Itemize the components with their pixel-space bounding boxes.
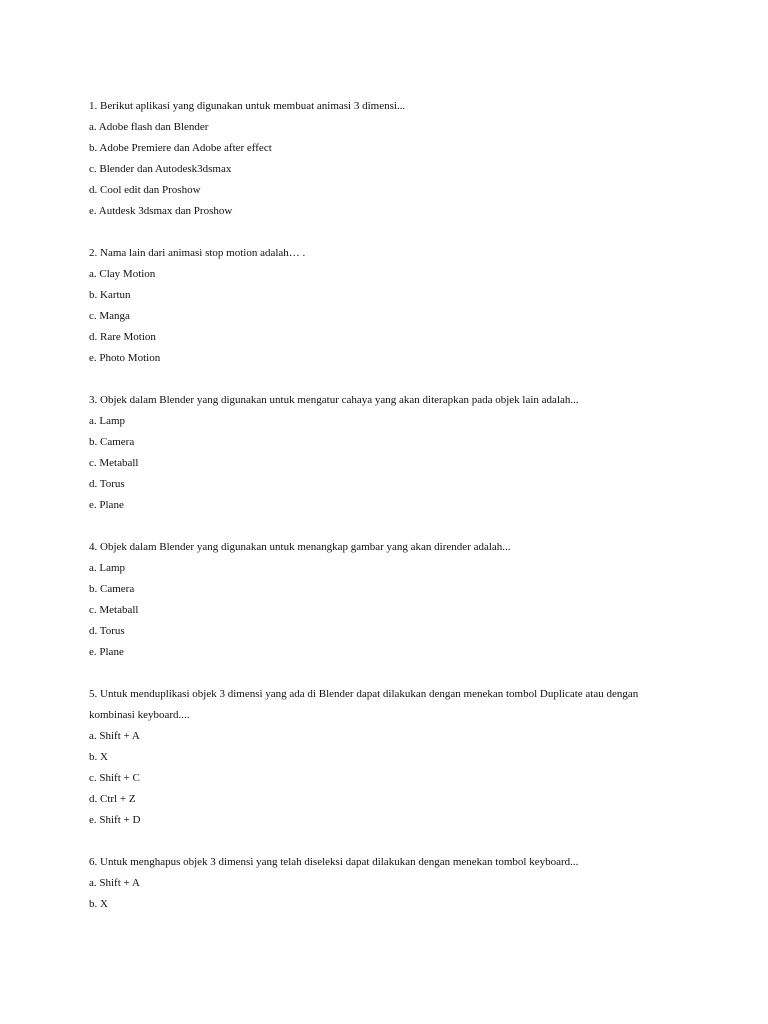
question-4 <box>89 537 709 663</box>
answer-option-c: c. Metaball <box>89 457 139 469</box>
answer-option-b: b. X <box>89 898 108 910</box>
answer-option-d: d. Cool edit dan Proshow <box>89 184 201 196</box>
answer-option-a: a. Lamp <box>89 415 126 427</box>
answer-option-c: c. Manga <box>89 310 130 322</box>
question-stem: 6. Untuk menghapus objek 3 dimensi yang telah diseleksi dapat dilakukan dengan menekan tombol keyboard... <box>89 856 579 868</box>
answer-option-e: e. Plane <box>89 499 124 511</box>
answer-option-e: e. Photo Motion <box>89 352 161 364</box>
question-3 <box>89 390 709 516</box>
answer-option-c: c. Shift + C <box>89 772 140 784</box>
answer-option-e: e. Autdesk 3dsmax dan Proshow <box>89 205 233 217</box>
answer-option-b: b. Kartun <box>89 289 131 301</box>
question-5 <box>89 684 709 831</box>
answer-option-a: a. Lamp <box>89 562 126 574</box>
answer-option-c: c. Metaball <box>89 604 139 616</box>
answer-option-d: d. Torus <box>89 625 125 637</box>
answer-option-d: d. Torus <box>89 478 125 490</box>
question-stem: 4. Objek dalam Blender yang digunakan untuk menangkap gambar yang akan dirender adalah... <box>89 541 511 553</box>
answer-option-b: b. X <box>89 751 108 763</box>
question-stem: 3. Objek dalam Blender yang digunakan untuk mengatur cahaya yang akan diterapkan pada objek lain adalah... <box>89 394 579 406</box>
answer-option-c: c. Blender dan Autodesk3dsmax <box>89 163 232 175</box>
question-stem: 5. Untuk menduplikasi objek 3 dimensi yang ada di Blender dapat dilakukan dengan menekan tombol Duplicate atau dengan <box>89 688 639 700</box>
document-page <box>89 96 709 936</box>
question-stem-continuation: kombinasi keyboard.... <box>89 709 190 721</box>
answer-option-a: a. Shift + A <box>89 877 140 889</box>
answer-option-b: b. Camera <box>89 583 135 595</box>
question-stem: 2. Nama lain dari animasi stop motion adalah… . <box>89 247 306 259</box>
answer-option-e: e. Shift + D <box>89 814 141 826</box>
answer-option-a: a. Adobe flash dan Blender <box>89 121 209 133</box>
question-stem: 1. Berikut aplikasi yang digunakan untuk membuat animasi 3 dimensi... <box>89 100 406 112</box>
answer-option-b: b. Camera <box>89 436 135 448</box>
answer-option-b: b. Adobe Premiere dan Adobe after effect <box>89 142 272 154</box>
answer-option-d: d. Rare Motion <box>89 331 156 343</box>
answer-option-a: a. Clay Motion <box>89 268 156 280</box>
answer-option-a: a. Shift + A <box>89 730 140 742</box>
question-1 <box>89 96 709 222</box>
question-6 <box>89 852 709 915</box>
question-2 <box>89 243 709 369</box>
answer-option-e: e. Plane <box>89 646 124 658</box>
answer-option-d: d. Ctrl + Z <box>89 793 136 805</box>
